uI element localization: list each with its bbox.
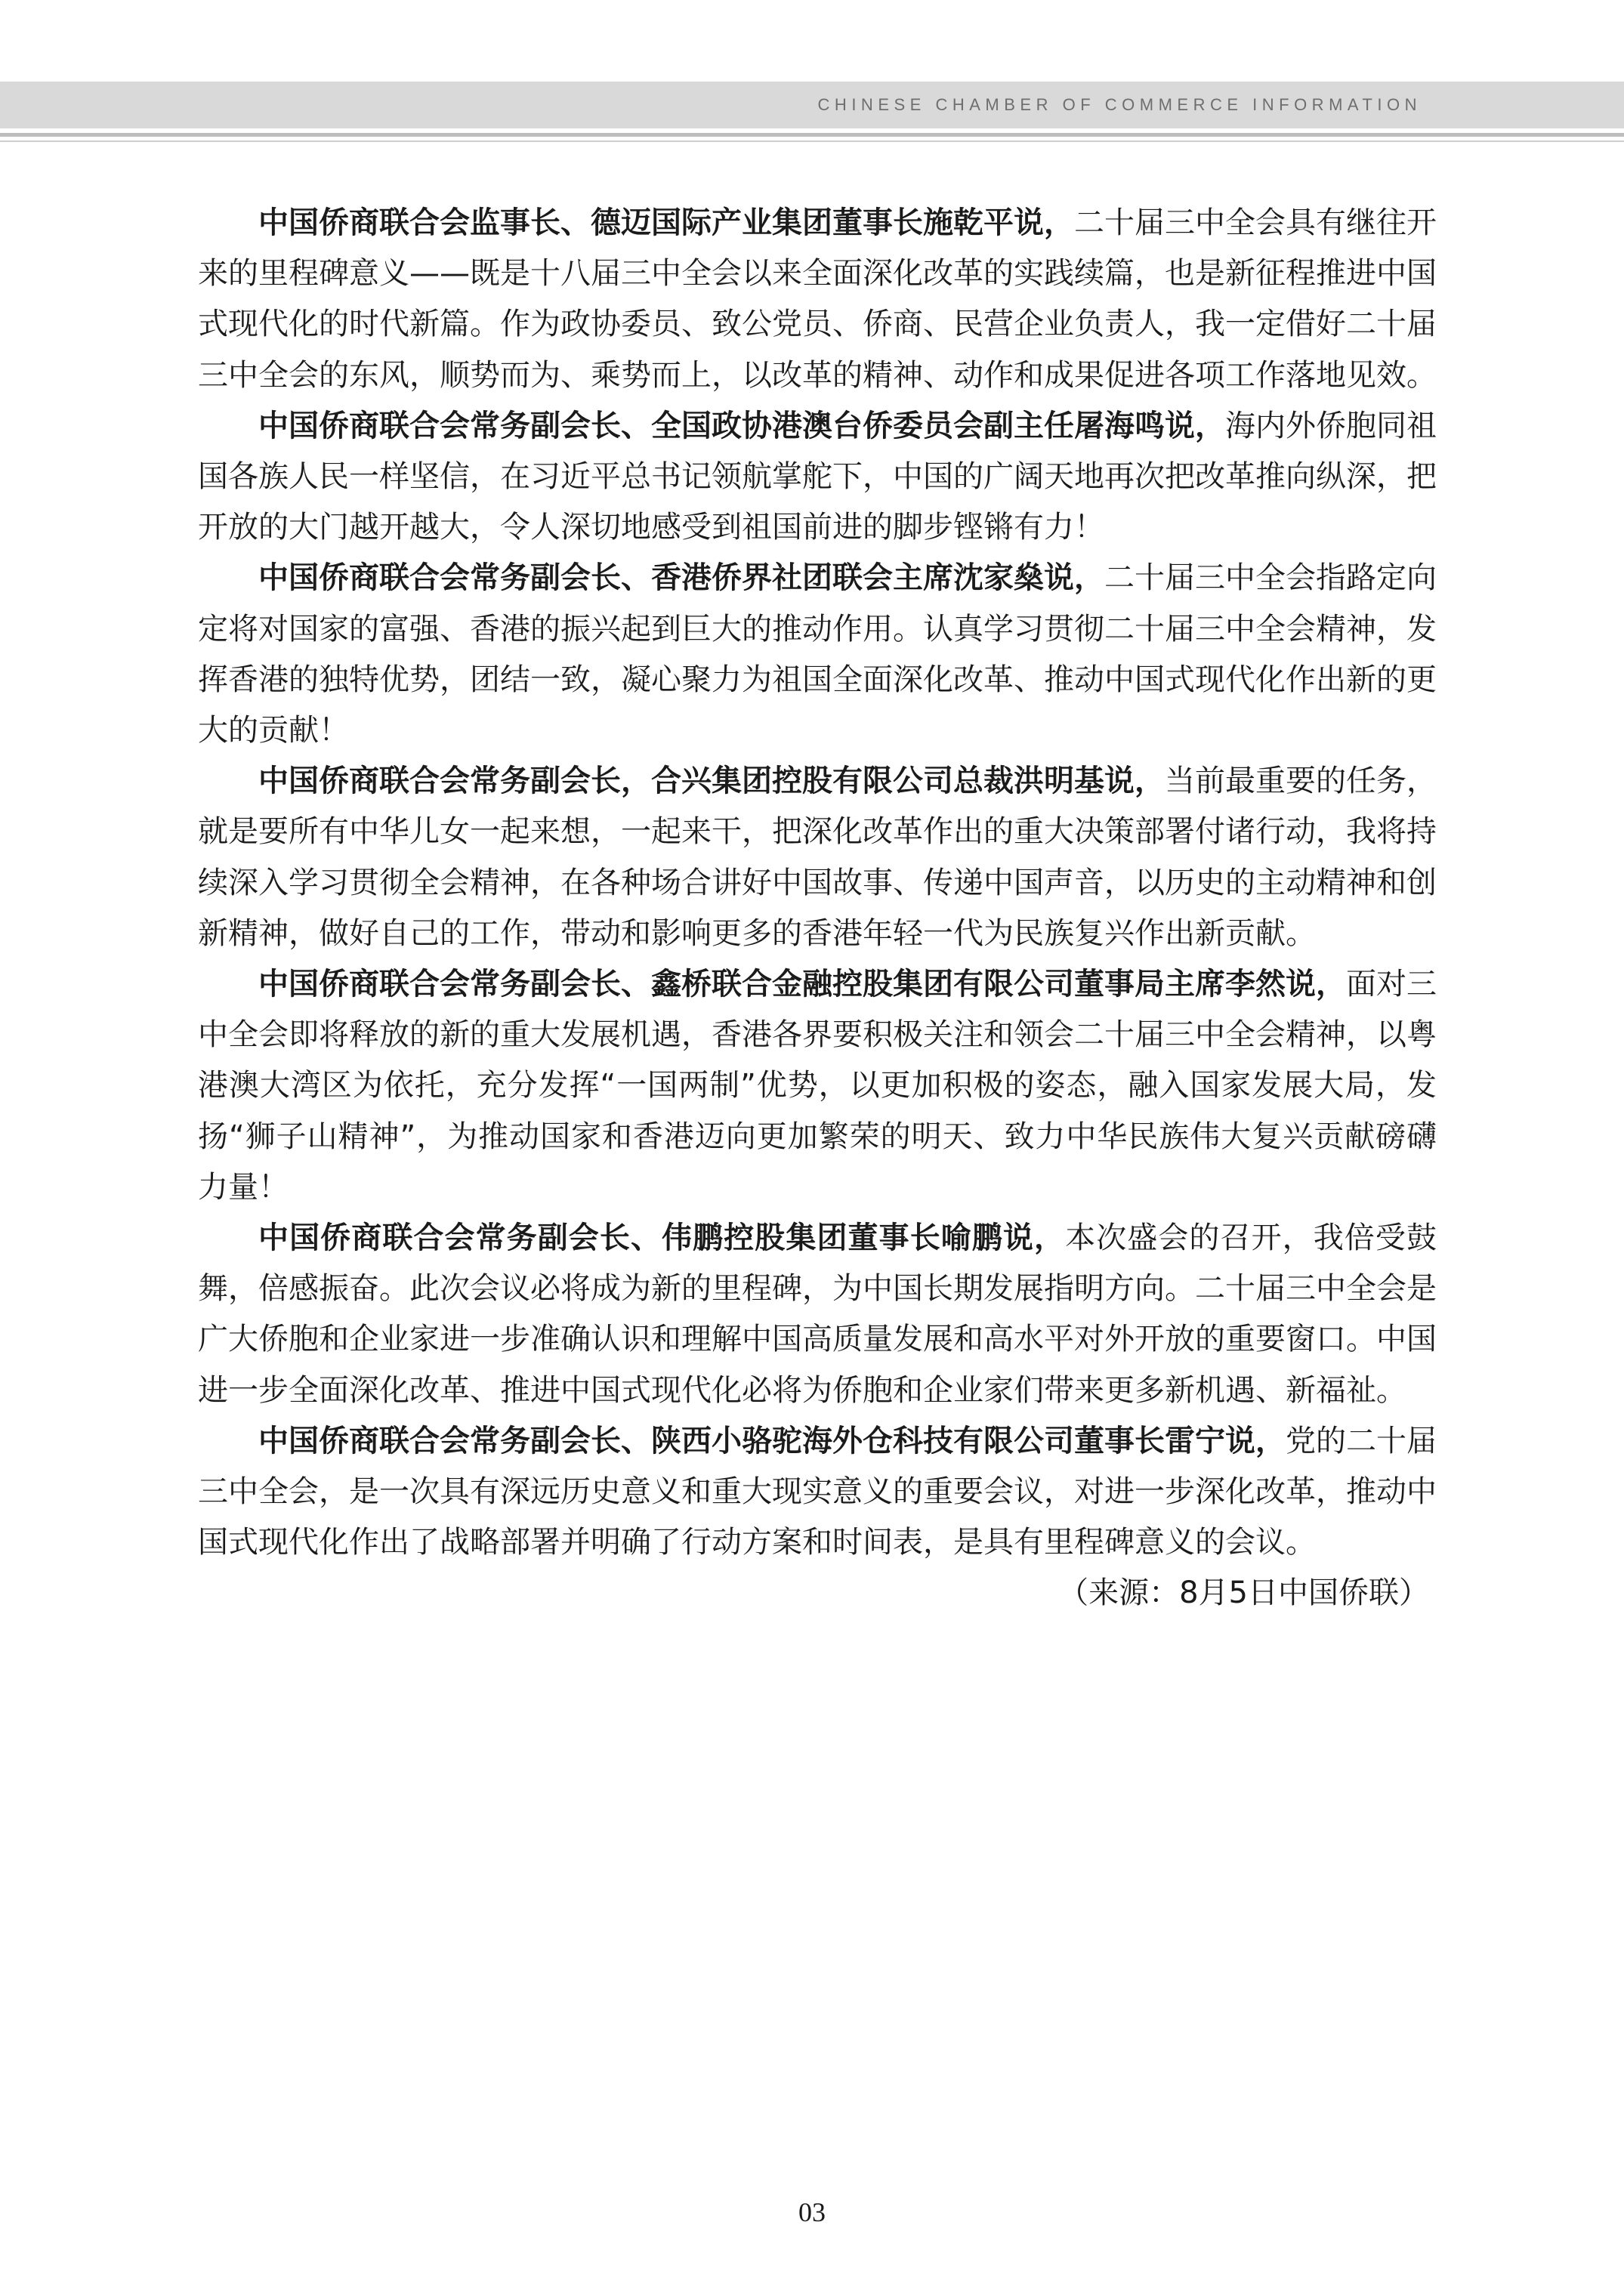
speaker-label: 中国侨商联合会常务副会长、香港侨界社团联会主席沈家燊说， (258, 560, 1104, 596)
speaker-label: 中国侨商联合会常务副会长、伟鹏控股集团董事长喻鹏说， (258, 1221, 1066, 1256)
header-title: CHINESE CHAMBER OF COMMERCE INFORMATION (817, 95, 1422, 114)
paragraph-text: 面对三中全会即将释放的新的重大发展机遇，香港各界要积极关注和领会二十届三中全会精神，以粤港澳大湾区为依托，充分发挥“一国两制”优势，以更加积极的姿态，融入国家发展大局，发扬“狮子山精神”，为推动国家和香港迈向更加繁荣的明天、致力中华民族伟大复兴贡献磅礴力量！ (198, 967, 1437, 1205)
speaker-label: 中国侨商联合会常务副会长、全国政协港澳台侨委员会副主任屠海鸣说， (258, 408, 1225, 443)
speaker-label: 中国侨商联合会常务副会长，合兴集团控股有限公司总裁洪明基说， (258, 764, 1165, 799)
paragraph-text: 当前最重要的任务，就是要所有中华儿女一起来想，一起来干，把深化改革作出的重大决策部署付诸行动，我将持续深入学习贯彻全会精神，在各种场合讲好中国故事、传递中国声音，以历史的主动精神和创新精神，做好自己的工作，带动和影响更多的香港年轻一代为民族复兴作出新贡献。 (198, 764, 1437, 951)
paragraph (198, 1416, 1437, 1569)
header-divider-thin (0, 140, 1624, 142)
paragraph-text: 本次盛会的召开，我倍受鼓舞，倍感振奋。此次会议必将成为新的里程碑，为中国长期发展指明方向。二十届三中全会是广大侨胞和企业家进一步准确认识和理解中国高质量发展和高水平对外开放的重要窗口。中国进一步全面深化改革、推进中国式现代化必将为侨胞和企业家们带来更多新机遇、新福祉。 (198, 1221, 1437, 1408)
paragraph (198, 959, 1437, 1213)
paragraph (198, 756, 1437, 959)
page-number: 03 (798, 2197, 826, 2227)
article-body (198, 198, 1437, 1619)
speaker-label: 中国侨商联合会常务副会长、鑫桥联合金融控股集团有限公司董事局主席李然说， (258, 967, 1346, 1002)
paragraph-text: 二十届三中全会具有继往开来的里程碑意义——既是十八届三中全会以来全面深化改革的实践续篇，也是新征程推进中国式现代化的时代新篇。作为政协委员、致公党员、侨商、民营企业负责人，我一定借好二十届三中全会的东风，顺势而为、乘势而上，以改革的精神、动作和成果促进各项工作落地见效。 (198, 205, 1437, 393)
source-citation: （来源：8月5日中国侨联） (1058, 1575, 1429, 1611)
paragraph (198, 553, 1437, 756)
paragraph (198, 401, 1437, 554)
speaker-label: 中国侨商联合会常务副会长、陕西小骆驼海外仓科技有限公司董事长雷宁说， (258, 1423, 1286, 1458)
paragraph-text: 海内外侨胞同祖国各族人民一样坚信，在习近平总书记领航掌舵下，中国的广阔天地再次把改革推向纵深，把开放的大门越开越大，令人深切地感受到祖国前进的脚步铿锵有力！ (198, 408, 1437, 545)
speaker-label: 中国侨商联合会监事长、德迈国际产业集团董事长施乾平说， (258, 205, 1074, 240)
paragraph-text: 二十届三中全会指路定向定将对国家的富强、香港的振兴起到巨大的推动作用。认真学习贯彻二十届三中全会精神，发挥香港的独特优势，团结一致，凝心聚力为祖国全面深化改革、推动中国式现代化作出新的更大的贡献！ (198, 560, 1437, 748)
header-divider (0, 133, 1624, 137)
paragraph (198, 198, 1437, 401)
paragraph-text: 党的二十届三中全会，是一次具有深远历史意义和重大现实意义的重要会议，对进一步深化改革，推动中国式现代化作出了战略部署并明确了行动方案和时间表，是具有里程碑意义的会议。 (198, 1423, 1437, 1560)
paragraph (198, 1213, 1437, 1416)
